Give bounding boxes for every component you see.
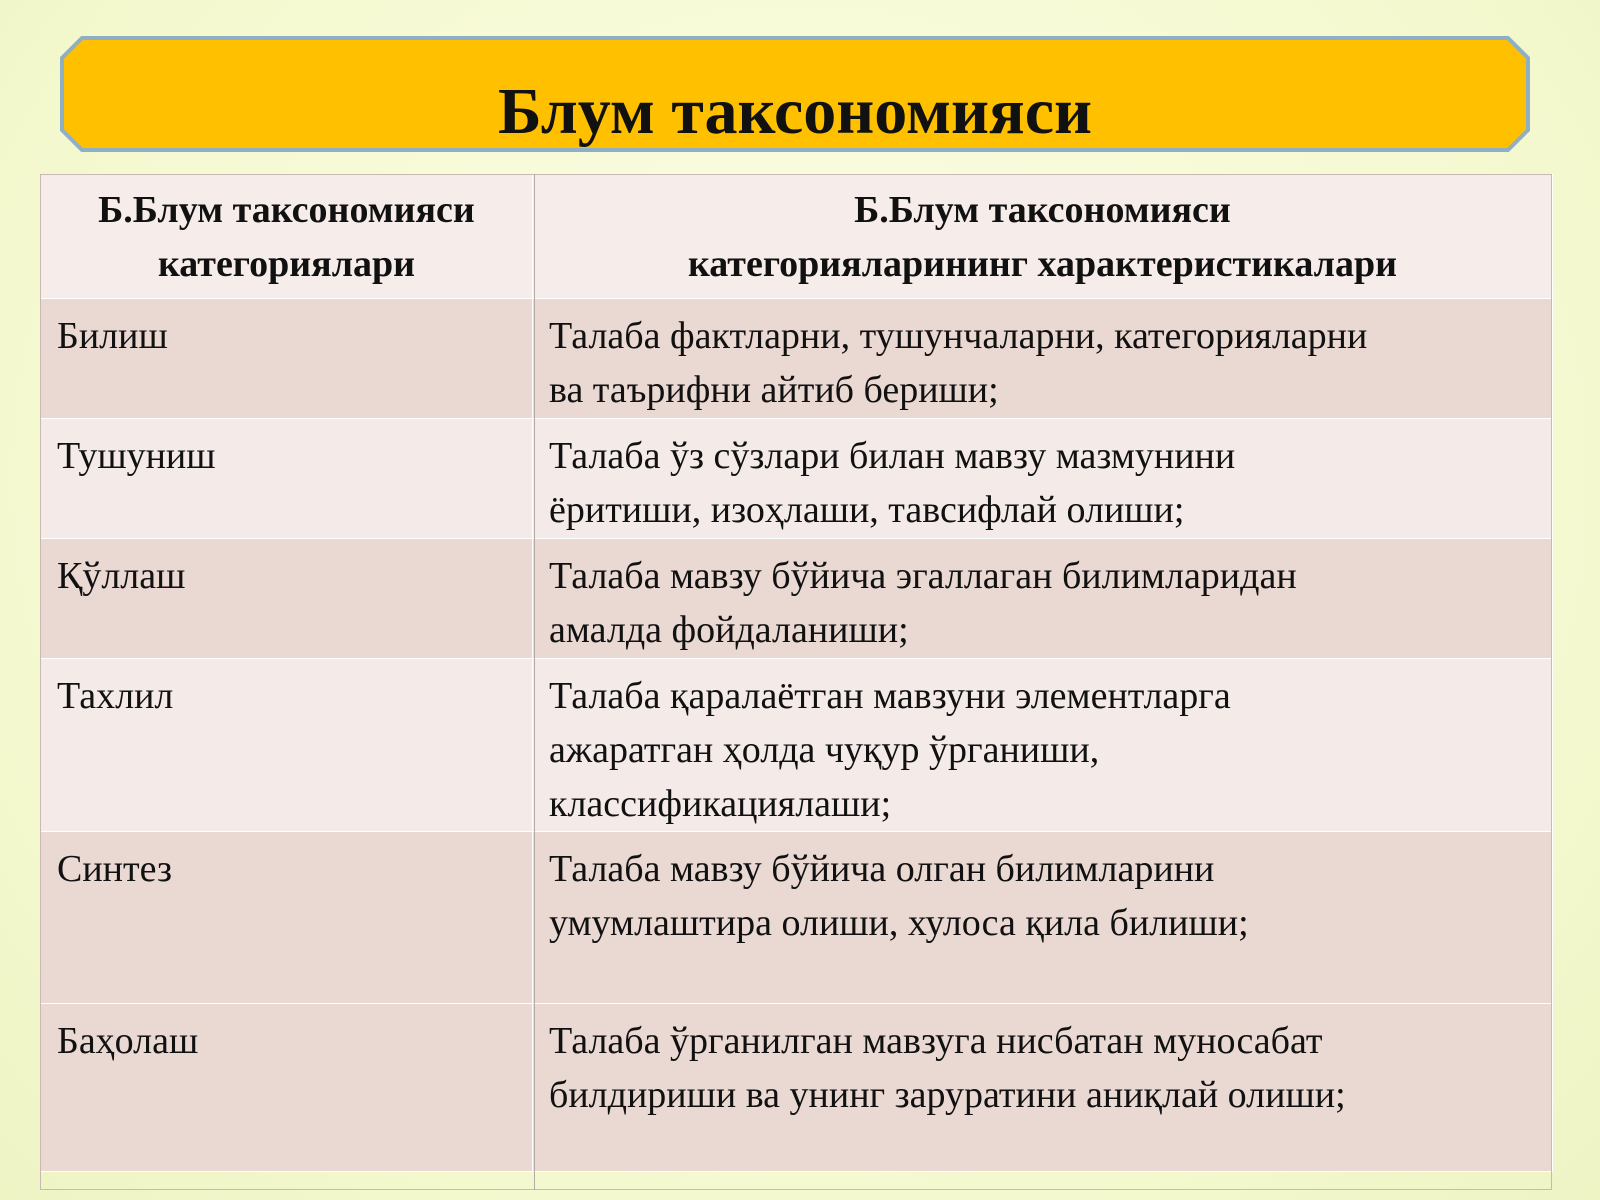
table-row [41,299,1553,419]
category-cell: Тахлил [41,659,533,832]
description-line: ажаратган ҳолда чуқур ўрганиши, [549,729,1100,771]
header-text-line: Б.Блум таксономияси [854,188,1231,231]
description-line: Талаба мавзу бўйича олган билимларини [549,848,1215,890]
header-text-line: категориялари [157,242,416,285]
page-title: Блум таксономияси [497,75,1093,148]
table-row [41,539,1553,659]
category-cell: Билиш [41,299,533,419]
description-line: умумлаштира олиши, хулоса қила билиши; [549,902,1249,944]
table-row [41,832,1553,1004]
description-cell [533,299,1553,419]
description-cell [533,1004,1553,1172]
table-header-row [41,175,1553,299]
description-line: билдириши ва унинг заруратини аниқлай олиши; [549,1074,1346,1116]
description-line: классификациялаши; [549,783,892,825]
description-line: амалда фойдаланиши; [549,609,909,651]
description-cell [533,419,1553,539]
description-line: Талаба мавзу бўйича эгаллаган билимларидан [549,555,1297,597]
description-line: Талаба ўз сўзлари билан мавзу мазмунини [549,435,1236,477]
description-cell [533,539,1553,659]
table-row [41,419,1553,539]
header-categories [41,175,533,299]
category-cell: Қўллаш [41,539,533,659]
description-line: Талаба фактларни, тушунчаларни, категорияларни [549,315,1368,357]
table-row [41,659,1553,832]
header-text-line: категорияларининг характеристикалари [687,242,1398,285]
category-cell: Синтез [41,832,533,1004]
category-cell: Баҳолаш [41,1004,533,1172]
description-cell [533,659,1553,832]
table-row [41,1004,1553,1172]
description-line: Талаба ўрганилган мавзуга нисбатан муносабат [549,1020,1323,1062]
description-line: ва таърифни айтиб бериши; [549,369,999,411]
header-text-line: Б.Блум таксономияси [98,188,475,231]
taxonomy-table [40,174,1553,1172]
category-cell: Тушуниш [41,419,533,539]
description-line: Талаба қаралаётган мавзуни элементларга [549,675,1231,717]
header-characteristics [533,175,1553,299]
description-cell [533,832,1553,1004]
description-line: ёритиши, изоҳлаши, тавсифлай олиши; [549,489,1185,531]
